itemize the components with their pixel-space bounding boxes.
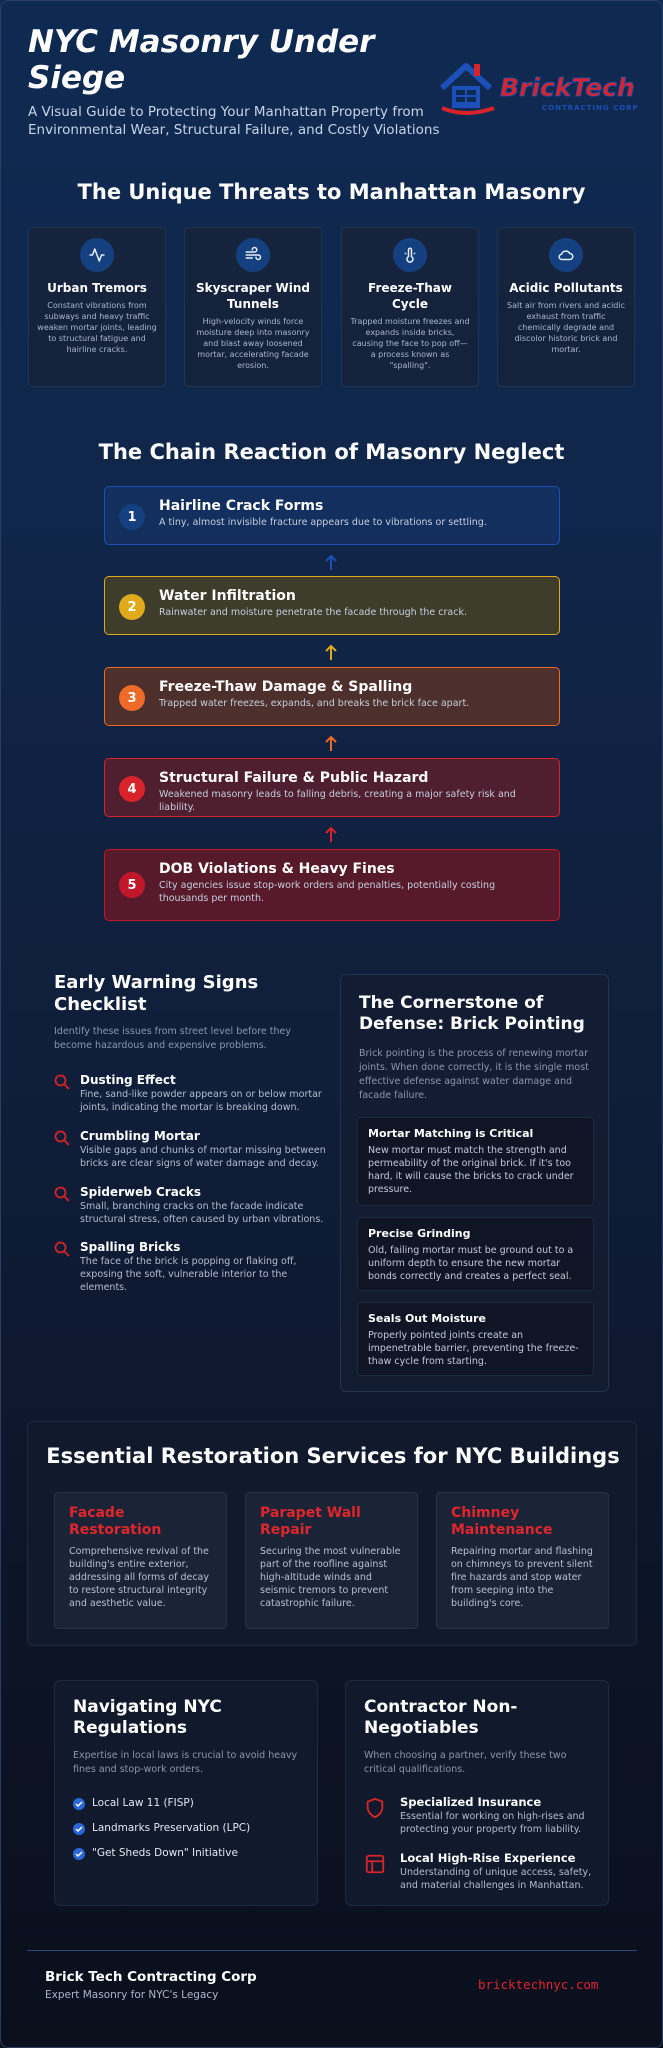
arrow-up-icon	[324, 825, 338, 843]
threat-card-urban-tremors	[28, 227, 166, 387]
step-text: Trapped water freezes, expands, and breaks the brick face apart.	[159, 698, 470, 709]
svg-text:BrickTech: BrickTech	[500, 73, 635, 102]
checklist-item-title: Dusting Effect	[80, 1073, 176, 1087]
step-title: Freeze-Thaw Damage & Spalling	[159, 679, 413, 695]
checklist-item-text: Fine, sand-like powder appears on or below mortar joints, indicating the mortar is breaking down.	[80, 1089, 322, 1113]
footer-tagline: Expert Masonry for NYC's Legacy	[45, 1989, 219, 2001]
brick-pointing-card	[340, 974, 609, 1392]
step-title: Hairline Crack Forms	[159, 498, 324, 514]
checklist-item-title: Spiderweb Cracks	[80, 1185, 202, 1199]
services-title: Essential Restoration Services for NYC Buildings	[46, 1444, 620, 1468]
contractor-item-title: Specialized Insurance	[400, 1795, 542, 1809]
chain-step-5	[104, 849, 560, 921]
threat-title: Urban Tremors	[47, 281, 147, 295]
service-title: Parapet Wall Repair	[260, 1505, 361, 1538]
pointing-item-title: Precise Grinding	[368, 1227, 471, 1240]
checklist-item-text: The face of the brick is popping or flaking off, exposing the soft, vulnerable interior to the elements.	[80, 1256, 297, 1293]
pointing-title: The Cornerstone of Defense: Brick Pointing	[359, 993, 585, 1034]
step-number: 3	[119, 685, 145, 711]
service-text: Comprehensive revival of the building's entire exterior, addressing all forms of decay to restore structural integrity and aesthetic value.	[69, 1546, 209, 1609]
step-text: Weakened masonry leads to falling debris, creating a major safety risk and liability.	[159, 789, 516, 813]
contractor-item	[364, 1795, 604, 1836]
activity-icon	[80, 238, 114, 272]
bricktech-logo	[438, 52, 658, 122]
check-icon	[73, 1798, 85, 1810]
pointing-item-text: Properly pointed joints create an impenetrable barrier, preventing the freeze-thaw cycle from starting.	[368, 1330, 579, 1367]
threat-text: High-velocity winds force moisture deep into masonry and blast away loosened mortar, accelerating facade erosion.	[196, 317, 310, 370]
arrow-up-icon	[324, 643, 338, 661]
check-icon	[73, 1823, 85, 1835]
footer-website-link[interactable]: bricktechnyc.com	[478, 1977, 599, 1992]
contractor-title: Contractor Non-Negotiables	[364, 1697, 518, 1738]
contractor-intro: When choosing a partner, verify these two critical qualifications.	[364, 1750, 567, 1775]
regulation-item: Local Law 11 (FISP)	[73, 1796, 194, 1810]
arrow-up-icon	[324, 734, 338, 752]
page-subtitle: A Visual Guide to Protecting Your Manhattan Property from Environmental Wear, Structural Failure, and Costly Violations	[28, 104, 440, 138]
threats-title: The Unique Threats to Manhattan Masonry	[77, 180, 586, 204]
checklist-item-text: Small, branching cracks on the facade indicate structural stress, often caused by urban vibrations.	[80, 1201, 324, 1225]
contractor-item	[364, 1851, 604, 1892]
check-icon	[73, 1848, 85, 1860]
chain-step-4	[104, 758, 560, 817]
contractor-item-text: Essential for working on high-rises and protecting your property from liability.	[400, 1811, 585, 1835]
pointing-item-title: Mortar Matching is Critical	[368, 1127, 534, 1140]
pointing-intro: Brick pointing is the process of renewing mortar joints. When done correctly, it is the single most effective defense against water damage and facade failure.	[359, 1048, 589, 1101]
contractor-item-text: Understanding of unique access, safety, and material challenges in Manhattan.	[400, 1867, 592, 1891]
contractor-card	[345, 1680, 609, 1906]
shield-icon	[364, 1797, 386, 1819]
wind-icon	[236, 238, 270, 272]
layout-icon	[364, 1853, 386, 1875]
step-number: 2	[119, 594, 145, 620]
pointing-item-title: Seals Out Moisture	[368, 1312, 487, 1325]
chain-step-2	[104, 576, 560, 635]
search-icon	[54, 1241, 70, 1257]
thermometer-icon	[393, 238, 427, 272]
regulations-card	[54, 1680, 318, 1906]
step-title: Structural Failure & Public Hazard	[159, 770, 429, 786]
pointing-item	[357, 1217, 594, 1291]
arrow-up-icon	[324, 553, 338, 571]
regulations-title: Navigating NYC Regulations	[73, 1697, 222, 1738]
header	[28, 24, 638, 144]
footer-divider	[27, 1950, 637, 1951]
services-section	[27, 1421, 637, 1646]
checklist-title: Early Warning Signs Checklist	[54, 972, 259, 1015]
cloud-icon	[549, 238, 583, 272]
threat-card-wind-tunnels	[184, 227, 322, 387]
regulation-item: "Get Sheds Down" Initiative	[73, 1846, 238, 1860]
step-text: A tiny, almost invisible fracture appears due to vibrations or settling.	[159, 517, 487, 528]
step-number: 5	[119, 872, 145, 898]
checklist-item	[54, 1184, 334, 1226]
search-icon	[54, 1074, 70, 1090]
checklist-item-title: Spalling Bricks	[80, 1240, 181, 1254]
threat-title: Freeze-Thaw Cycle	[368, 281, 452, 311]
service-text: Securing the most vulnerable part of the roofline against high-altitude winds and seismic tremors to prevent catastrophic failure.	[260, 1546, 401, 1609]
service-text: Repairing mortar and flashing on chimneys to prevent silent fire hazards and stop water from seeping into the building's core.	[451, 1546, 593, 1609]
pointing-item-text: Old, failing mortar must be ground out to a uniform depth to ensure the new mortar bonds correctly and creates a perfect seal.	[368, 1245, 574, 1282]
checklist-item	[54, 1128, 334, 1170]
checklist-item	[54, 1239, 334, 1294]
page-title: NYC Masonry Under Siege	[28, 24, 375, 96]
step-title: DOB Violations & Heavy Fines	[159, 861, 395, 877]
chain-step-3	[104, 667, 560, 726]
step-text: Rainwater and moisture penetrate the facade through the crack.	[159, 607, 467, 618]
threat-text: Salt air from rivers and acidic exhaust from traffic chemically degrade and discolor historic brick and mortar.	[507, 301, 625, 354]
threat-title: Skyscraper Wind Tunnels	[195, 281, 311, 311]
service-title: Chimney Maintenance	[451, 1505, 553, 1538]
svg-text:CONTRACTING CORP: CONTRACTING CORP	[542, 104, 639, 112]
contractor-item-title: Local High-Rise Experience	[400, 1851, 576, 1865]
chain-step-1	[104, 486, 560, 545]
threat-card-acidic-pollutants	[497, 227, 635, 387]
threat-title: Acidic Pollutants	[509, 281, 623, 295]
footer-company-name: Brick Tech Contracting Corp	[45, 1969, 257, 1985]
pointing-item-text: New mortar must match the strength and permeability of the original brick. If it's too hard, it will cause the bricks to crack under pressure.	[368, 1145, 574, 1195]
threat-text: Trapped moisture freezes and expands inside bricks, causing the face to pop off—a process known as "spalling".	[350, 317, 470, 370]
service-card-chimney	[436, 1492, 609, 1629]
checklist-item	[54, 1072, 334, 1114]
step-number: 1	[119, 504, 145, 530]
regulation-item: Landmarks Preservation (LPC)	[73, 1821, 250, 1835]
regulations-intro: Expertise in local laws is crucial to avoid heavy fines and stop-work orders.	[73, 1750, 298, 1775]
search-icon	[54, 1186, 70, 1202]
chain-title: The Chain Reaction of Masonry Neglect	[98, 440, 565, 464]
step-text: City agencies issue stop-work orders and penalties, potentially costing thousands per month.	[159, 880, 496, 904]
pointing-item	[357, 1117, 594, 1206]
checklist-item-text: Visible gaps and chunks of mortar missing between bricks are clear signs of water damage and decay.	[80, 1145, 326, 1169]
checklist-item-title: Crumbling Mortar	[80, 1129, 200, 1143]
search-icon	[54, 1130, 70, 1146]
threat-text: Constant vibrations from subways and heavy traffic weaken mortar joints, leading to structural fatigue and hairline cracks.	[37, 301, 157, 354]
service-card-facade	[54, 1492, 227, 1629]
service-title: Facade Restoration	[69, 1505, 162, 1538]
service-card-parapet	[245, 1492, 418, 1629]
step-title: Water Infiltration	[159, 588, 296, 604]
step-number: 4	[119, 776, 145, 802]
pointing-item	[357, 1302, 594, 1376]
threat-card-freeze-thaw	[341, 227, 479, 387]
checklist-intro: Identify these issues from street level before they become hazardous and expensive problems.	[54, 1026, 292, 1051]
